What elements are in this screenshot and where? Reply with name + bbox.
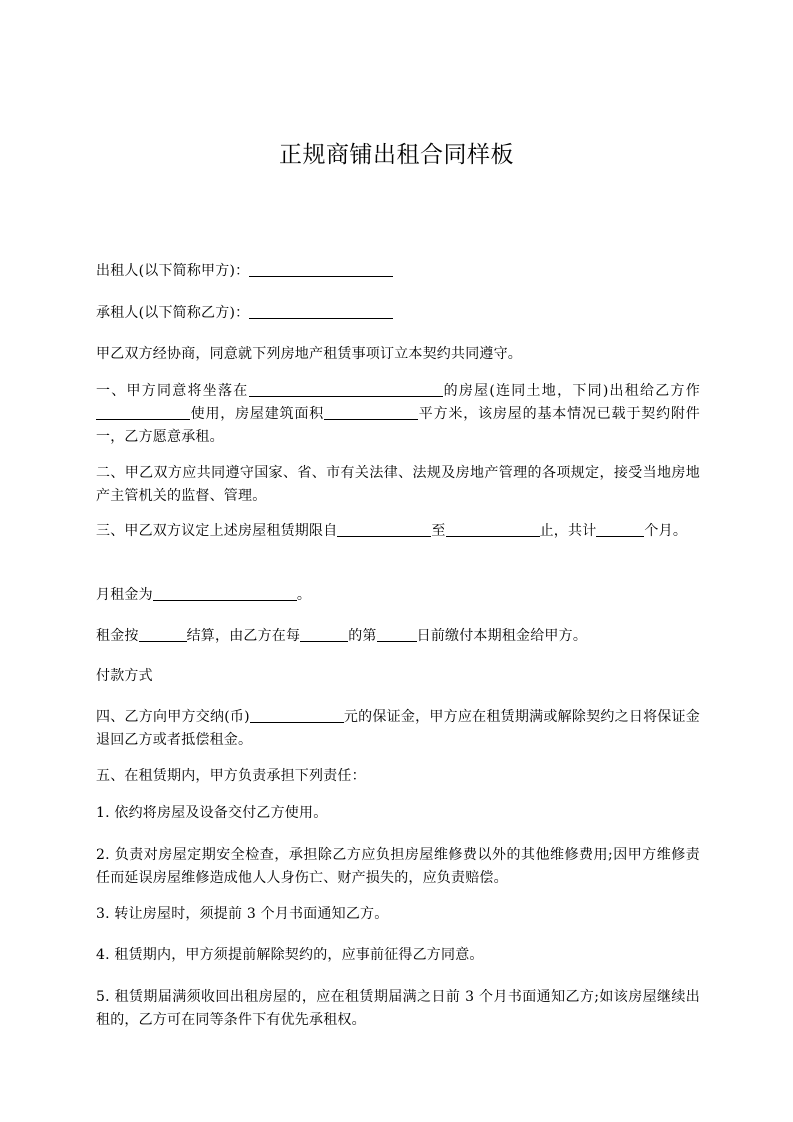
list-item: 5. 租赁期届满须收回出租房屋的，应在租赁期届满之日前 3 个月书面通知乙方;如该房屋继续出租的，乙方可在同等条件下有优先承租权。 <box>96 989 700 1028</box>
clause-5: 五、在租赁期内，甲方负责承担下列责任： <box>96 768 366 784</box>
clause-3-text-d: 个月。 <box>644 523 688 539</box>
rent-label: 月租金为 <box>96 587 153 603</box>
clause-3-text-c: 止，共计 <box>539 523 597 539</box>
term-months-blank[interactable] <box>596 522 644 537</box>
settlement-text-c: 的第 <box>348 628 377 644</box>
payment-day-blank[interactable] <box>377 627 417 642</box>
clause-1 <box>96 380 700 449</box>
clause-1-text-c: 使用，房屋建筑面积 <box>190 406 325 422</box>
lessor-blank[interactable] <box>249 262 393 277</box>
clause-1-text-a: 一、甲方同意将坐落在 <box>96 383 249 399</box>
payment-cycle-blank[interactable] <box>300 627 348 642</box>
location-blank[interactable] <box>249 382 443 397</box>
lessee-label: 承租人(以下简称乙方)： <box>96 305 250 321</box>
clause-3 <box>96 520 700 543</box>
list-item: 4. 租赁期内，甲方须提前解除契约的，应事前征得乙方同意。 <box>96 947 484 963</box>
clause-4-text-b: 元的保证金，甲方应在租赁期满或解除契约之日将保证金退回乙方或者抵偿租金。 <box>96 709 701 748</box>
list-item: 3. 转让房屋时，须提前 3 个月书面通知乙方。 <box>96 906 389 922</box>
clause-2: 二、甲乙双方应共同遵守国家、省、市有关法律、法规及房地产管理的各项规定，接受当地房地产主管机关的监督、管理。 <box>96 465 700 504</box>
term-start-blank[interactable] <box>337 522 431 537</box>
clause-3-text-b: 至 <box>431 523 446 539</box>
rent-blank[interactable] <box>153 586 297 601</box>
intro-paragraph: 甲乙双方经协商，同意就下列房地产租赁事项订立本契约共同遵守。 <box>96 346 522 362</box>
lessor-label: 出租人(以下简称甲方)： <box>96 263 250 279</box>
term-end-blank[interactable] <box>446 522 540 537</box>
rent-line <box>96 584 700 607</box>
clause-4-text-a: 四、乙方向甲方交纳(币) <box>96 709 250 725</box>
clause-3-text-a: 三、甲乙双方议定上述房屋租赁期限自 <box>96 523 338 539</box>
clause-4 <box>96 706 700 752</box>
usage-blank[interactable] <box>96 405 190 420</box>
document-title: 正规商铺出租合同样板 <box>279 142 514 168</box>
area-blank[interactable] <box>324 405 418 420</box>
clause-1-text-d: 平方米，该房屋的基本情况已载于契约附件一，乙方愿意承租。 <box>96 406 700 445</box>
clause-1-text-b: 的房屋(连同土地，下同)出租给乙方作 <box>442 383 700 399</box>
lessor-line <box>96 260 700 283</box>
settlement-period-blank[interactable] <box>139 627 187 642</box>
settlement-text-a: 租金按 <box>96 628 139 644</box>
settlement-text-b: 结算，由乙方在每 <box>186 628 301 644</box>
list-item: 1. 依约将房屋及设备交付乙方使用。 <box>96 805 328 821</box>
deposit-blank[interactable] <box>250 708 344 723</box>
list-item: 2. 负责对房屋定期安全检查，承担除乙方应负担房屋维修费以外的其他维修费用;因甲方维修责任而延误房屋维修造成他人人身伤亡、财产损失的，应负责赔偿。 <box>96 847 700 886</box>
lessee-line <box>96 302 700 325</box>
rent-end: 。 <box>296 587 312 603</box>
settlement-text-d: 日前缴付本期租金给甲方。 <box>416 628 588 644</box>
settlement-line <box>96 625 700 648</box>
payment-method-heading: 付款方式 <box>96 668 153 684</box>
lessee-blank[interactable] <box>249 304 393 319</box>
